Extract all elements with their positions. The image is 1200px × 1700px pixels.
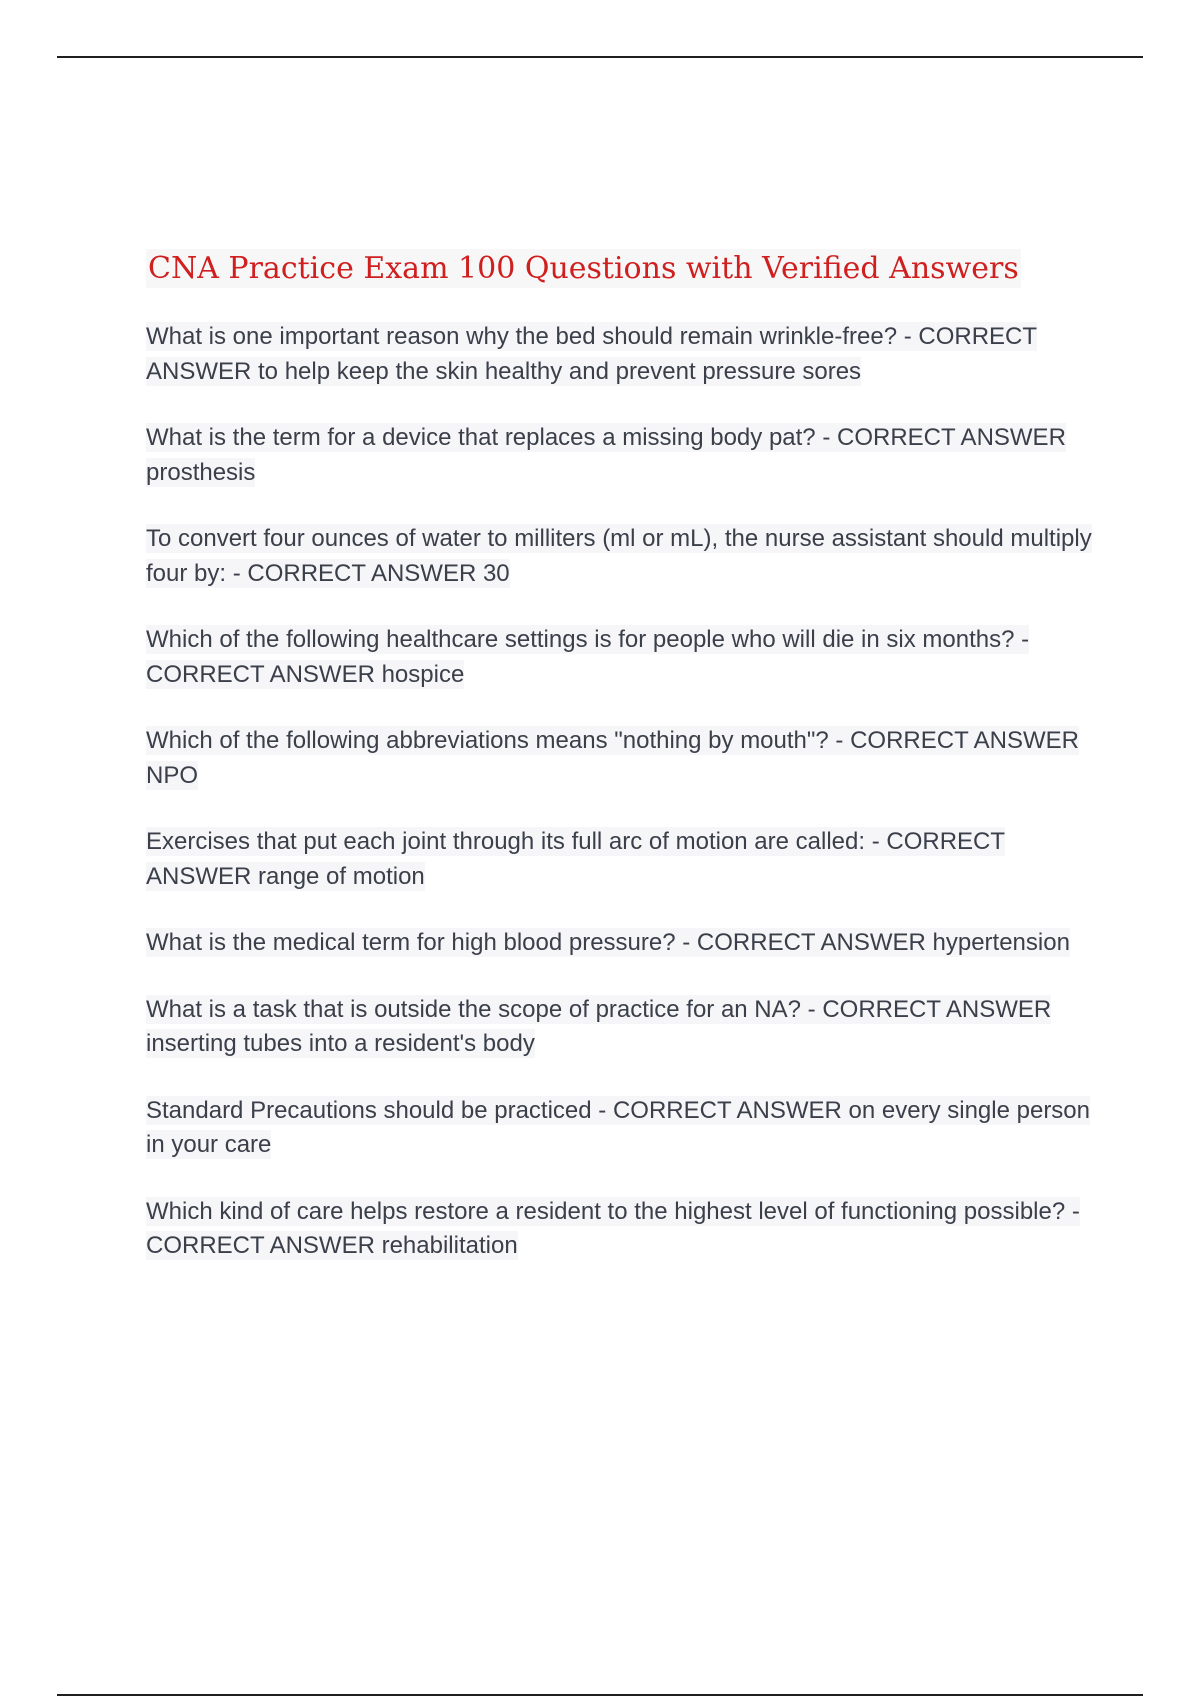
- qa-text: What is a task that is outside the scope of practice for an NA? - CORRECT ANSWER inserting tubes into a resident's body: [146, 995, 1052, 1057]
- title-container: [146, 246, 1096, 292]
- qa-text: Which kind of care helps restore a resident to the highest level of functioning possible? - CORRECT ANSWER rehabilitation: [146, 1197, 1080, 1259]
- qa-item-10: [146, 1195, 1096, 1264]
- qa-list: [146, 320, 1096, 1264]
- qa-text: Standard Precautions should be practiced - CORRECT ANSWER on every single person in your care: [146, 1096, 1091, 1158]
- qa-item-7: [146, 926, 1096, 961]
- qa-text: Exercises that put each joint through its full arc of motion are called: - CORRECT ANSWER range of motion: [146, 828, 1006, 890]
- qa-item-2: [146, 421, 1096, 490]
- document-body: [146, 246, 1096, 1296]
- qa-item-6: [146, 825, 1096, 894]
- qa-item-5: [146, 724, 1096, 793]
- qa-text: To convert four ounces of water to milliters (ml or mL), the nurse assistant should multiply four by: - CORRECT ANSWER 30: [146, 525, 1092, 587]
- qa-item-3: [146, 522, 1096, 591]
- qa-item-8: [146, 993, 1096, 1062]
- qa-item-4: [146, 623, 1096, 692]
- qa-text: Which of the following healthcare settings is for people who will die in six months? - CORRECT ANSWER hospice: [146, 626, 1030, 688]
- header-rule: [57, 56, 1143, 58]
- qa-item-1: [146, 320, 1096, 389]
- qa-text: What is the medical term for high blood pressure? - CORRECT ANSWER hypertension: [146, 929, 1070, 956]
- qa-text: What is one important reason why the bed should remain wrinkle-free? - CORRECT ANSWER to help keep the skin healthy and prevent pressure sores: [146, 323, 1038, 385]
- qa-text: What is the term for a device that replaces a missing body pat? - CORRECT ANSWER prosthesis: [146, 424, 1066, 486]
- qa-text: Which of the following abbreviations means "nothing by mouth"? - CORRECT ANSWER NPO: [146, 727, 1079, 789]
- footer-rule: [57, 1694, 1143, 1696]
- document-title: CNA Practice Exam 100 Questions with Verified Answers: [148, 251, 1019, 286]
- qa-item-9: [146, 1094, 1096, 1163]
